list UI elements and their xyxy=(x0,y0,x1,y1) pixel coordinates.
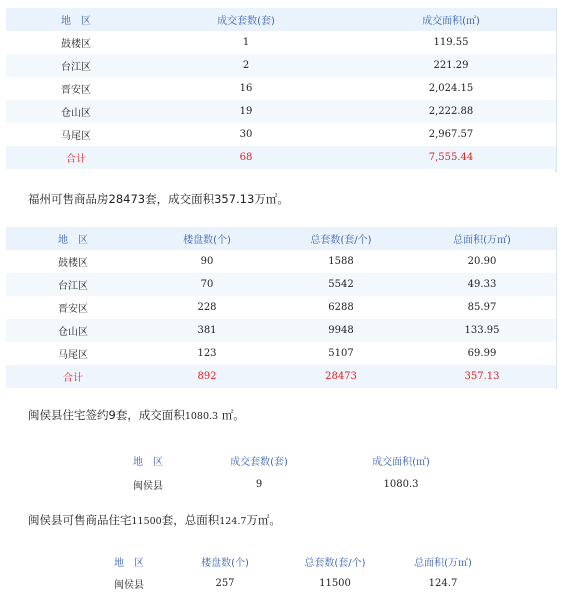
district-name: 晋安区 xyxy=(6,77,146,100)
district-name: 闽侯县 xyxy=(133,480,163,492)
summary-text-minhou-available xyxy=(28,512,281,528)
area-value: 85.97 xyxy=(408,296,556,319)
total-area: 7,555.44 xyxy=(346,146,556,169)
table3-header-area: 成交面积(㎡) xyxy=(372,456,430,468)
area-value: 69.99 xyxy=(408,342,556,365)
total-units: 68 xyxy=(146,146,346,169)
projects-value: 90 xyxy=(140,250,274,273)
table-row xyxy=(6,31,556,54)
table4-header-projects: 楼盘数(个) xyxy=(201,557,249,569)
table1-total-row xyxy=(6,146,556,169)
table-row xyxy=(6,54,556,77)
table-row xyxy=(6,342,556,365)
area-value: 221.29 xyxy=(346,54,556,77)
area-value: 49.33 xyxy=(408,273,556,296)
area-value: 133.95 xyxy=(408,319,556,342)
total-label: 合计 xyxy=(6,146,146,169)
projects-value: 123 xyxy=(140,342,274,365)
units-value: 2 xyxy=(146,54,346,77)
summary-suffix: 万㎡。 xyxy=(246,513,281,527)
table4-header-district: 地 区 xyxy=(114,557,144,569)
summary-number-area: 124.7 xyxy=(219,516,247,527)
table4-header-row xyxy=(88,550,496,572)
table2-header-units: 总套数(套/个) xyxy=(274,227,408,250)
units-value: 30 xyxy=(146,123,346,146)
projects-value: 381 xyxy=(140,319,274,342)
area-value: 1080.3 xyxy=(383,478,419,490)
units-value: 1 xyxy=(146,31,346,54)
table-row xyxy=(6,296,556,319)
table-row xyxy=(6,77,556,100)
table1-district-transactions xyxy=(6,8,556,169)
summary-suffix: ㎡。 xyxy=(218,408,245,422)
projects-value: 70 xyxy=(140,273,274,296)
table1-header-row xyxy=(6,8,556,31)
projects-value: 228 xyxy=(140,296,274,319)
table-row xyxy=(6,100,556,123)
table2-header-area: 总面积(万㎡) xyxy=(408,227,556,250)
summary-text-minhou-signed xyxy=(28,407,245,423)
projects-value: 257 xyxy=(215,577,235,589)
summary-prefix: 闽侯县可售商品住宅 xyxy=(28,513,132,527)
summary-middle: 套，总面积 xyxy=(161,513,220,527)
district-name: 仓山区 xyxy=(6,319,140,342)
units-value: 16 xyxy=(146,77,346,100)
total-label: 合计 xyxy=(6,365,140,388)
table-row xyxy=(6,273,556,296)
area-value: 20.90 xyxy=(408,250,556,273)
table2-header-district: 地 区 xyxy=(6,227,140,250)
table2-header-row xyxy=(6,227,556,250)
total-area: 357.13 xyxy=(408,365,556,388)
district-name: 闽侯县 xyxy=(114,579,144,591)
total-units: 28473 xyxy=(274,365,408,388)
units-value: 1588 xyxy=(274,250,408,273)
table3-header-district: 地 区 xyxy=(133,456,163,468)
table4-minhou-inventory xyxy=(88,550,496,594)
table-row xyxy=(6,250,556,273)
area-value: 119.55 xyxy=(346,31,556,54)
units-value: 9 xyxy=(255,478,263,490)
table3-header-row xyxy=(100,448,480,472)
summary-number-units: 11500 xyxy=(131,516,162,527)
district-name: 鼓楼区 xyxy=(6,250,140,273)
units-value: 5542 xyxy=(274,273,408,296)
table4-header-units: 总套数(套/个) xyxy=(304,557,366,569)
table-row xyxy=(100,472,480,496)
units-value: 5107 xyxy=(274,342,408,365)
summary-prefix: 闽侯县住宅签约9套，成交面积 xyxy=(28,408,185,422)
units-value: 11500 xyxy=(319,577,351,589)
table2-total-row xyxy=(6,365,556,388)
district-name: 台江区 xyxy=(6,273,140,296)
table3-header-units: 成交套数(套) xyxy=(230,456,288,468)
units-value: 6288 xyxy=(274,296,408,319)
table3-minhou-transactions xyxy=(100,448,480,496)
area-value: 2,222.88 xyxy=(346,100,556,123)
district-name: 鼓楼区 xyxy=(6,31,146,54)
units-value: 19 xyxy=(146,100,346,123)
district-name: 马尾区 xyxy=(6,342,140,365)
table2-district-inventory xyxy=(6,227,556,388)
total-projects: 892 xyxy=(140,365,274,388)
table4-header-area: 总面积(万㎡) xyxy=(414,557,472,569)
district-name: 仓山区 xyxy=(6,100,146,123)
district-name: 台江区 xyxy=(6,54,146,77)
district-name: 晋安区 xyxy=(6,296,140,319)
summary-text-fuzhou: 福州可售商品房28473套，成交面积357.13万㎡。 xyxy=(28,192,289,206)
table1-header-units: 成交套数(套) xyxy=(146,8,346,31)
units-value: 9948 xyxy=(274,319,408,342)
summary-number: 1080.3 xyxy=(184,411,219,422)
table-row xyxy=(6,319,556,342)
area-value: 124.7 xyxy=(428,577,458,589)
table1-header-area: 成交面积(㎡) xyxy=(346,8,556,31)
table-row xyxy=(88,572,496,594)
table2-header-projects: 楼盘数(个) xyxy=(140,227,274,250)
area-value: 2,967.57 xyxy=(346,123,556,146)
district-name: 马尾区 xyxy=(6,123,146,146)
table-row xyxy=(6,123,556,146)
table1-header-district: 地 区 xyxy=(6,8,146,31)
area-value: 2,024.15 xyxy=(346,77,556,100)
